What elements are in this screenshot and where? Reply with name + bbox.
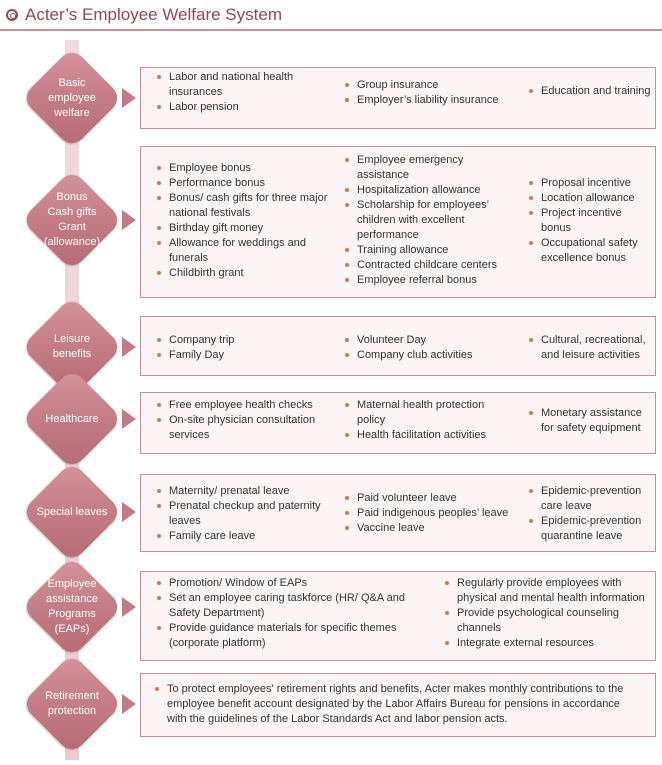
list-item: Safety Department) [169, 607, 265, 619]
list-item: leaves [169, 515, 201, 527]
category-diamond [22, 557, 122, 657]
list-item: Volunteer Day [343, 333, 473, 348]
connector-arrow-icon [122, 210, 140, 230]
list-item: Group insurance [343, 78, 498, 93]
list-item: policy [357, 414, 386, 426]
list-item: Provide psychological counseling [443, 606, 645, 621]
list-item: (corporate platform) [169, 637, 266, 649]
list-item: services [169, 429, 210, 441]
list-item: insurances [169, 86, 223, 98]
list-item: Allowance for weddings and [155, 236, 327, 251]
detail-column [343, 398, 486, 443]
detail-column [155, 333, 234, 363]
detail-column [527, 333, 646, 363]
list-item: Epidemic-prevention [527, 484, 641, 499]
detail-box [140, 673, 656, 737]
detail-column [343, 153, 497, 288]
list-item: Provide guidance materials for specific themes [155, 621, 405, 636]
list-item: Paid indigenous peoples’ leave [343, 506, 508, 521]
list-item: and leisure activities [541, 349, 641, 361]
list-item: On-site physician consultation [155, 413, 315, 428]
category-label: Employee assistance Programs (EAPs) [46, 578, 98, 635]
list-item: physical and mental health information [457, 592, 645, 604]
category-diamond [22, 48, 122, 148]
list-item: Integrate external resources [443, 636, 645, 651]
connector-arrow-icon [122, 337, 140, 357]
retirement-text [153, 682, 653, 727]
list-item: Epidemic-prevention [527, 514, 641, 529]
detail-column [527, 176, 638, 266]
list-item: Training allowance [343, 243, 497, 258]
list-item: Performance bonus [155, 176, 327, 191]
connector-arrow-icon [122, 409, 140, 429]
detail-column [527, 484, 641, 544]
list-item: Family care leave [155, 529, 321, 544]
connector-arrow-icon [122, 88, 140, 108]
list-item: Project incentive [527, 206, 638, 221]
category-label: Basic employee welfare [48, 76, 96, 119]
list-item: Hospitalization allowance [343, 183, 497, 198]
list-item: Labor pension [155, 100, 293, 115]
list-item: Set an employee caring taskforce (HR/ Q&A and [155, 591, 405, 606]
list-item: Paid volunteer leave [343, 491, 508, 506]
detail-column [155, 576, 405, 651]
list-item: Contracted childcare centers [343, 258, 497, 273]
category-label: Bonus Cash gifts Grant (allowance) [43, 191, 101, 248]
list-item: channels [457, 622, 502, 634]
list-item: Location allowance [527, 191, 638, 206]
list-item: national festivals [169, 207, 251, 219]
detail-column [527, 406, 642, 436]
list-item: Proposal incentive [527, 176, 638, 191]
detail-column [155, 70, 293, 115]
detail-column [527, 84, 650, 99]
list-item: children with excellent [357, 214, 465, 226]
list-item: with the guidelines of the Labor Standards Act and labor pension acts. [167, 713, 508, 725]
list-item: quarantine leave [541, 530, 623, 542]
list-item: funerals [169, 252, 209, 264]
category-label: Special leaves [36, 505, 108, 518]
detail-column [343, 78, 498, 108]
list-item: Promotion/ Window of EAPs [155, 576, 405, 591]
detail-box [140, 316, 656, 376]
connector-arrow-icon [122, 694, 140, 714]
category-diamond [22, 369, 122, 469]
category-diamond [22, 654, 122, 754]
list-item: Prenatal checkup and paternity [155, 499, 321, 514]
detail-column [155, 398, 315, 443]
list-item: Childbirth grant [155, 266, 327, 281]
title-underline [0, 29, 662, 31]
detail-box [140, 474, 656, 552]
list-item: Employer’s liability insurance [343, 93, 498, 108]
list-item: Birthday gift money [155, 221, 327, 236]
list-item: performance [357, 229, 419, 241]
list-item: assistance [357, 169, 409, 181]
detail-column [155, 161, 327, 281]
connector-arrow-icon [122, 597, 140, 617]
list-item: Bonus/ cash gifts for three major [155, 191, 327, 206]
detail-box [140, 67, 656, 129]
list-item: Employee referral bonus [343, 273, 497, 288]
category-label: Leisure benefits [52, 333, 92, 360]
target-icon [6, 9, 18, 21]
detail-column [343, 333, 473, 363]
connector-arrow-icon [122, 502, 140, 522]
list-item: bonus [541, 222, 571, 234]
list-item: Regularly provide employees with [443, 576, 645, 591]
list-item: Company trip [155, 333, 234, 348]
list-item: To protect employees' retirement rights and benefits, Acter makes monthly contributions to the [153, 682, 653, 697]
category-label: Retirement protection [45, 690, 99, 717]
list-item: employee benefit account designated by the Labor Affairs Bureau for pensions in accordance [167, 698, 620, 710]
list-item: Health facilitation activities [343, 428, 486, 443]
list-item: care leave [541, 500, 592, 512]
list-item: Education and training [527, 84, 650, 99]
list-item: Labor and national health [155, 70, 293, 85]
list-item: for safety equipment [541, 422, 641, 434]
category-diamond [22, 170, 122, 270]
page-title-text: Acter’s Employee Welfare System [25, 5, 282, 24]
list-item: Occupational safety [527, 236, 638, 251]
list-item: Maternity/ prenatal leave [155, 484, 321, 499]
list-item: Vaccine leave [343, 521, 508, 536]
list-item: Employee emergency [343, 153, 497, 168]
detail-column [443, 576, 645, 651]
category-label: Healthcare [45, 412, 99, 425]
list-item: Scholarship for employees’ [343, 198, 497, 213]
category-diamond [22, 462, 122, 562]
detail-column [155, 484, 321, 544]
detail-box [140, 146, 656, 298]
list-item: Company club activities [343, 348, 473, 363]
detail-box [140, 571, 656, 661]
detail-box [140, 392, 656, 454]
list-item: Monetary assistance [527, 406, 642, 421]
list-item: Maternal health protection [343, 398, 486, 413]
list-item: Cultural, recreational, [527, 333, 646, 348]
list-item: Family Day [155, 348, 234, 363]
detail-column [343, 491, 508, 536]
list-item: excellence bonus [541, 252, 627, 264]
list-item: Free employee health checks [155, 398, 315, 413]
page-title [6, 3, 282, 27]
list-item: Employee bonus [155, 161, 327, 176]
